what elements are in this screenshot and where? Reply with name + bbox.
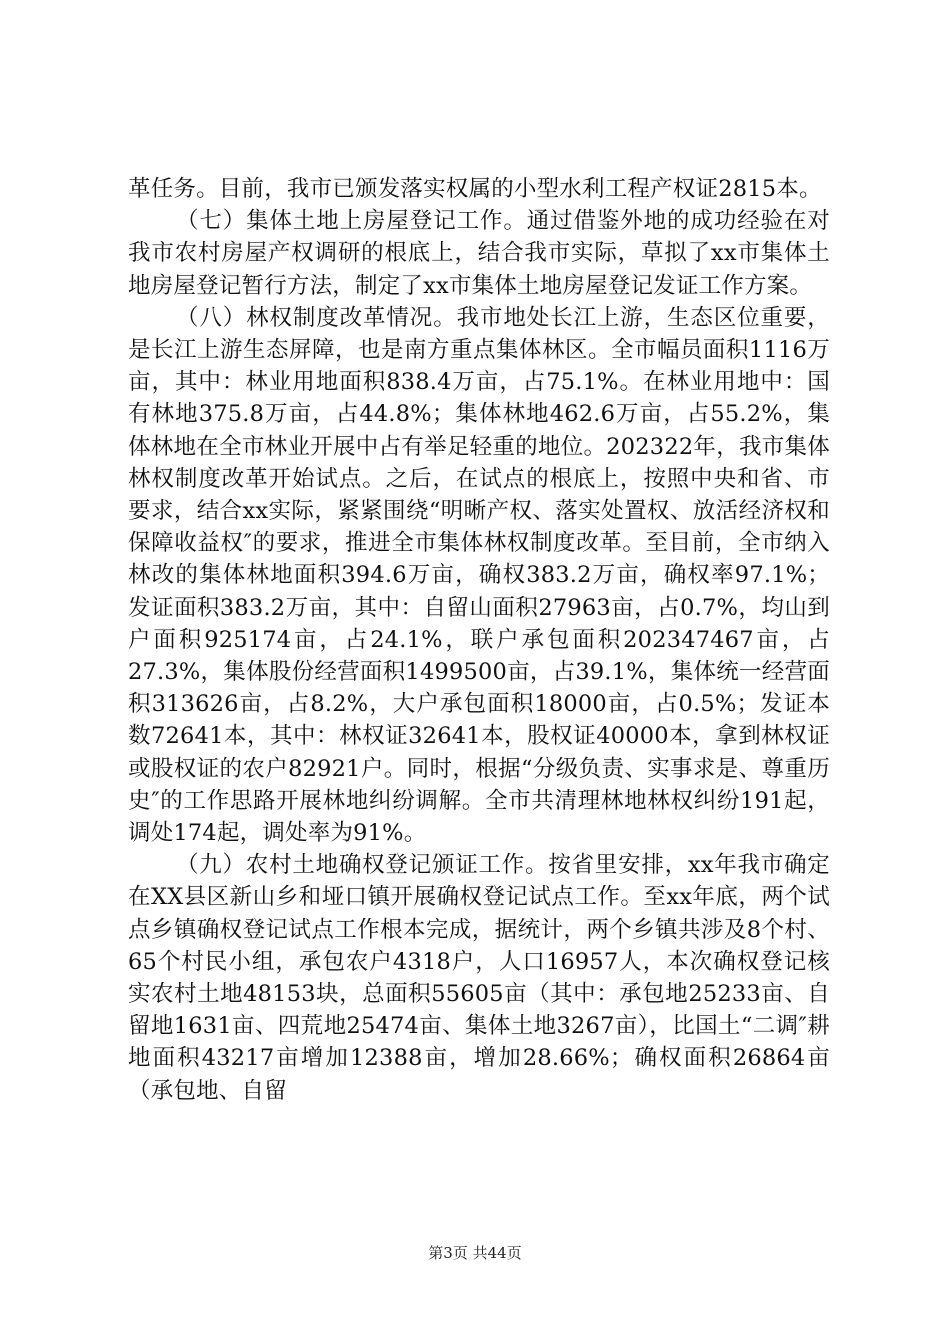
paragraph-section-8: （八）林权制度改革情况。我市地处长江上游，生态区位重要，是长江上游生态屏障，也是南方重点集体林区。全市幅员面积1116万亩，其中：林业用地面积838.4万亩，占75.1%。在林业用地中：国有林地375.8万亩，占44.8%；集体林地462.6万亩，占55.2%，集体林地在全市林业开展中占有举足轻重的地位。202322年，我市集体林权制度改革开始试点。之后，在试点的根底上，按照中央和省、市要求，结合xx实际，紧紧围绕“明晰产权、落实处置权、放活经济权和保障收益权″的要求，推进全市集体林权制度改革。至目前，全市纳入林改的集体林地面积394.6万亩，确权383.2万亩，确权率97.1%；发证面积383.2万亩，其中：自留山面积27963亩，占0.7%，均山到户面积925174亩，占24.1%，联户承包面积202347467亩，占27.3%，集体股份经营面积1499500亩，占39.1%，集体统一经营面积313626亩，占8.2%，大户承包面积18000亩，占0.5%；发证本数72641本，其中：林权证32641本，股权证40000本，拿到林权证或股权证的农户82921户。同时，根据“分级负责、实事求是、尊重历史″的工作思路开展林地纠纷调解。全市共清理林地林权纠纷191起，调处174起，调处率为91%。: [128, 304, 830, 847]
page-footer: 第3页 共44页: [428, 1244, 522, 1262]
paragraph-section-7: （七）集体土地上房屋登记工作。通过借鉴外地的成功经验在对我市农村房屋产权调研的根底上，结合我市实际，草拟了xx市集体土地房屋登记暂行方法，制定了xx市集体土地房屋登记发证工作方案。: [128, 208, 830, 299]
paragraph-continuation: 革任务。目前，我市已颁发落实权属的小型水利工程产权证2815本。: [128, 176, 822, 202]
paragraph-section-9: （九）农村土地确权登记颁证工作。按省里安排，xx年我市确定在XX县区新山乡和垭口镇开展确权登记试点工作。至xx年底，两个试点乡镇确权登记试点工作根本完成，据统计，两个乡镇共涉及8个村、65个村民小组，承包农户4318户，人口16957人，本次确权登记核实农村土地48153块，总面积55605亩（其中：承包地25233亩、自留地1631亩、四荒地25474亩、集体土地3267亩），比国土“二调″耕地面积43217亩增加12388亩，增加28.66%；确权面积26864亩（承包地、自留: [128, 852, 830, 1104]
document-body: [128, 173, 830, 1107]
